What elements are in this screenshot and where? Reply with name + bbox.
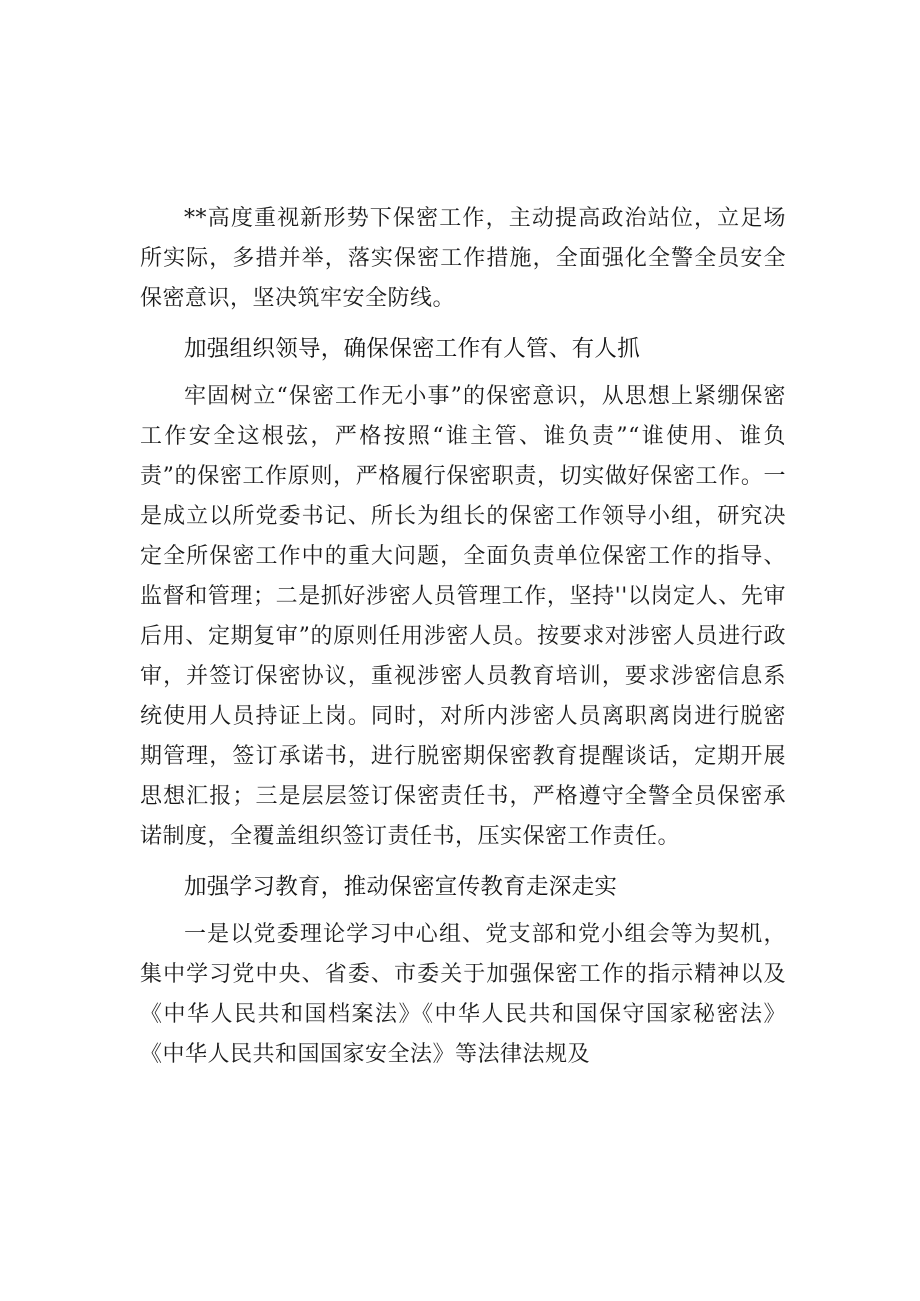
section-body-organization: 牢固树立“保密工作无小事”的保密意识，从思想上紧绷保密工作安全这根弦，严格按照“谁主管、谁负责”“谁使用、谁负责”的保密工作原则，严格履行保密职责，切实做好保密工作。一是成立以所党委书记、所长为组长的保密工作领导小组，研究决定全所保密工作中的重大问题，全面负责单位保密工作的指导、监督和管理；二是抓好涉密人员管理工作，坚持''以岗定人、先审后用、定期复审”的原则任用涉密人员。按要求对涉密人员进行政审，并签订保密协议，重视涉密人员教育培训，要求涉密信息系统使用人员持证上岗。同时，对所内涉密人员离职离岗进行脱密期管理，签订承诺书，进行脱密期保密教育提醒谈话，定期开展思想汇报；三是层层签订保密责任书，严格遵守全警全员保密承诺制度，全覆盖组织签订责任书，压实保密工作责任。 bbox=[140, 384, 786, 849]
section-heading-organization: 加强组织领导，确保保密工作有人管、有人抓 bbox=[184, 336, 641, 362]
document-body bbox=[140, 199, 786, 1075]
intro-paragraph: **高度重视新形势下保密工作，主动提高政治站位，立足场所实际，多措并举，落实保密工作措施，全面强化全警全员安全保密意识，坚决筑牢安全防线。 bbox=[140, 206, 786, 311]
section-body-education: 一是以党委理论学习中心组、党支部和党小组会等为契机，集中学习党中央、省委、市委关于加强保密工作的指示精神以及《中华人民共和国档案法》《中华人民共和国保守国家秘密法》《中华人民共和国国家安全法》等法律法规及 bbox=[140, 922, 786, 1067]
section-heading-education: 加强学习教育，推动保密宣传教育走深走实 bbox=[184, 874, 618, 900]
